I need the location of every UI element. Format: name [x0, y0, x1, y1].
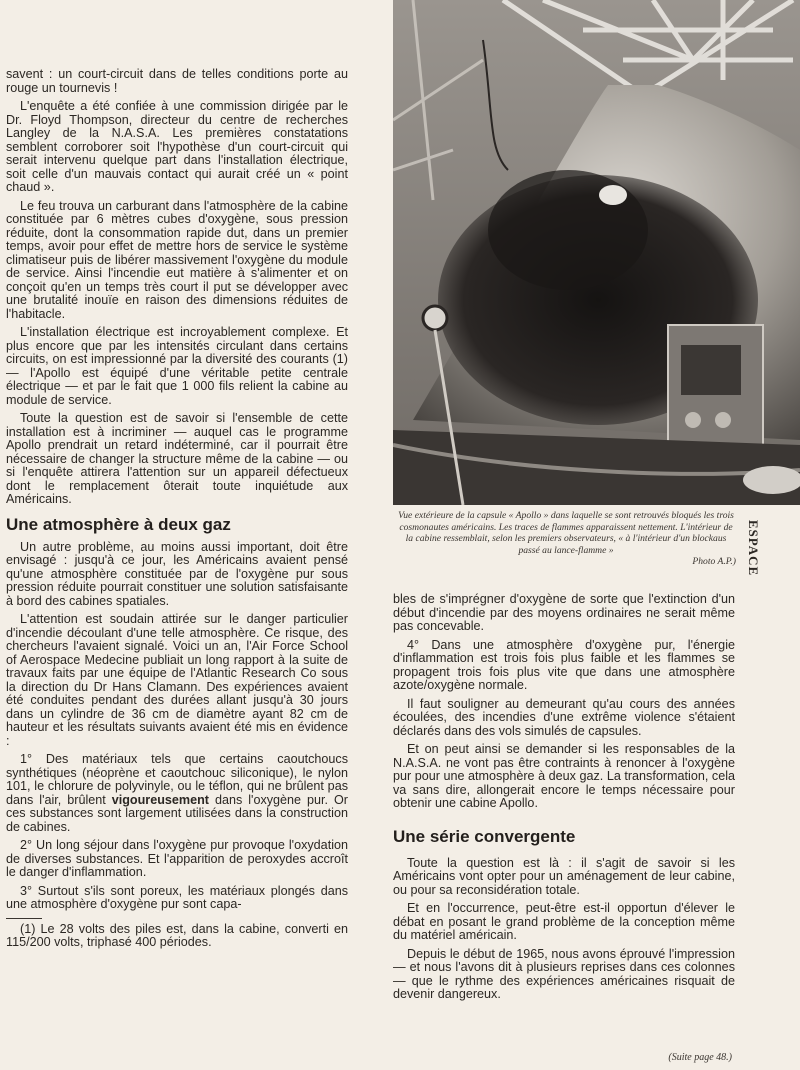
paragraph: savent : un court-circuit dans de telles conditions porte au rouge un tournevis !	[6, 67, 348, 95]
left-column	[6, 68, 348, 955]
paragraph: Et on peut ainsi se demander si les responsables de la N.A.S.A. ne vont pas être contraints à renoncer à l'oxygène pur pour une atmosphère à deux gaz. La transformation, cela va sans dire, allongerait encore le temps nécessaire pour obtenir une cabine Apollo.	[393, 742, 735, 810]
photo-credit: Photo A.P.)	[692, 556, 736, 567]
paragraph: Toute la question est là : il s'agit de savoir si les Américains vont opter pour un aménagement de leur cabine, ou pour sa reconsidération totale.	[393, 855, 735, 897]
section-heading: Une atmosphère à deux gaz	[6, 514, 231, 534]
paragraph: bles de s'imprégner d'oxygène de sorte que l'extinction d'un début d'incendie par des moyens ordinaires ne serait même pas concevable.	[393, 592, 735, 633]
paragraph: 3° Surtout s'ils sont poreux, les matériaux plongés dans une atmosphère d'oxygène pur sont capa-	[6, 883, 348, 911]
paragraph-text: 1° Des matériaux tels que certains caoutchoucs synthétiques (néoprène et caoutchouc siliconique), le nylon 101, le chlorure de polyvinyle, ou le téflon, qui ne brûlent pas dans l'air, brûlent	[6, 752, 348, 807]
paragraph: L'attention est soudain attirée sur le danger particulier d'incendie découlant d'une telle atmosphère. Ce risque, des chercheurs l'avaient signalé. Voici un an, l'Air Force School of Aerospace Medecine publiait un long rapport à la suite de travaux faits par une équipe de l'Atlantic Research Co sous la direction du Dr Hans Clamann. Des expériences avaient été conduites pendant des durées allant jusqu'à 30 jours dans un cylindre de 36 cm de diamètre ayant 82 cm de hauteur et les résultats suivants avaient été mis en évidence :	[6, 612, 348, 748]
paragraph: Toute la question est de savoir si l'ensemble de cette installation est à incriminer — auquel cas le programme Apollo prendrait un retard indéterminé, car il pourrait être nécessaire de changer la structure même de la cabine — ou si l'enquête attirera l'attention sur un appareil défectueux dont le remplacement ôterait toute inquiétude aux Américains.	[6, 411, 348, 506]
paragraph	[6, 753, 348, 834]
paragraph: Depuis le début de 1965, nous avons éprouvé l'impression — et nous l'avons dit à plusieurs reprises dans ces colonnes — que le rythme des expériences américaines risquait de devenir dangereux.	[393, 946, 735, 1001]
paragraph: L'installation électrique est incroyablement complexe. Et plus encore que par les intensités circulant dans certains circuits, on est impressionné par la diversité des courants (1) — l'Apollo est équipé d'une véritable petite centrale électrique — et par le fait que 1 000 fils relient la cabine au module de service.	[6, 325, 348, 407]
continuation-note: (Suite page 48.)	[668, 1052, 732, 1063]
emphasis-text: vigoureusement	[111, 792, 209, 807]
paragraph: Un autre problème, au moins aussi important, doit être envisagé : jusqu'à ce jour, les Américains avaient pensé qu'une atmosphère constituée par de l'oxygène pur sous pression réduite pourrait constituer une solution satisfaisante à bord des cabines spatiales.	[6, 539, 348, 608]
apollo-capsule-photo	[393, 0, 800, 505]
photo-caption	[396, 510, 736, 568]
paragraph-text: dans l'oxygène pur. Or ces substances sont largement utilisées dans la construction de cabines.	[6, 792, 348, 834]
section-tag-label: ESPACE	[746, 519, 762, 577]
paragraph: L'enquête a été confiée à une commission dirigée par le Dr. Floyd Thompson, directeur du centre de recherches Langley de la N.A.S.A. Les premières constatations semblent corroborer soit l'hypothèse d'un court-circuit qui serait intervenu quelque part dans l'installation électrique, soit celle d'un mauvais contact qui aurait créé un « point chaud ».	[6, 99, 348, 194]
right-column	[393, 593, 735, 1007]
paragraph: Et en l'occurrence, peut-être est-il opportun d'élever le débat en posant le grand problème de la conception même du matériel américain.	[393, 901, 735, 942]
section-heading: Une série convergente	[393, 826, 576, 846]
section-tag	[742, 508, 764, 588]
footnote-rule	[6, 918, 42, 919]
capsule-illustration	[393, 0, 800, 505]
caption-text: Vue extérieure de la capsule « Apollo » dans laquelle se sont retrouvés bloqués les trois cosmonautes américains. Les traces de flammes apparaissent nettement. L'intérieur de la cabine ressemblait, selon les premiers observateurs, « à l'intérieur d'un blockaus passé au lance-flamme »	[398, 510, 734, 556]
paragraph: 4° Dans une atmosphère d'oxygène pur, l'énergie d'inflammation est trois fois plus faible et les flammes se propagent trois fois plus vite que dans une atmosphère azote/oxygène normale.	[393, 637, 735, 692]
paragraph: 2° Un long séjour dans l'oxygène pur provoque l'oxydation de diverses substances. Et l'apparition de peroxydes accroît le danger d'inflammation.	[6, 838, 348, 879]
paragraph: Il faut souligner au demeurant qu'au cours des années écoulées, des incendies d'une extrême violence s'étaient déclarés dans des vols simulés de capsules.	[393, 696, 735, 738]
footnote: (1) Le 28 volts des piles est, dans la cabine, converti en 115/200 volts, triphasé 400 périodes.	[6, 921, 348, 949]
paragraph: Le feu trouva un carburant dans l'atmosphère de la cabine constituée par 6 mètres cubes d'oxygène, sous pression réduite, dont la consommation rapide dut, dans un premier temps, avoir pour effet de mettre hors de service le système climatiseur puis de libérer massivement l'oxygène du module de service. Ainsi l'incendie eut matière à s'alimenter et on conçoit qu'en un temps très court il put se développer avec une brutalité inouïe en raison des dimensions réduites de l'habitacle.	[6, 198, 348, 321]
